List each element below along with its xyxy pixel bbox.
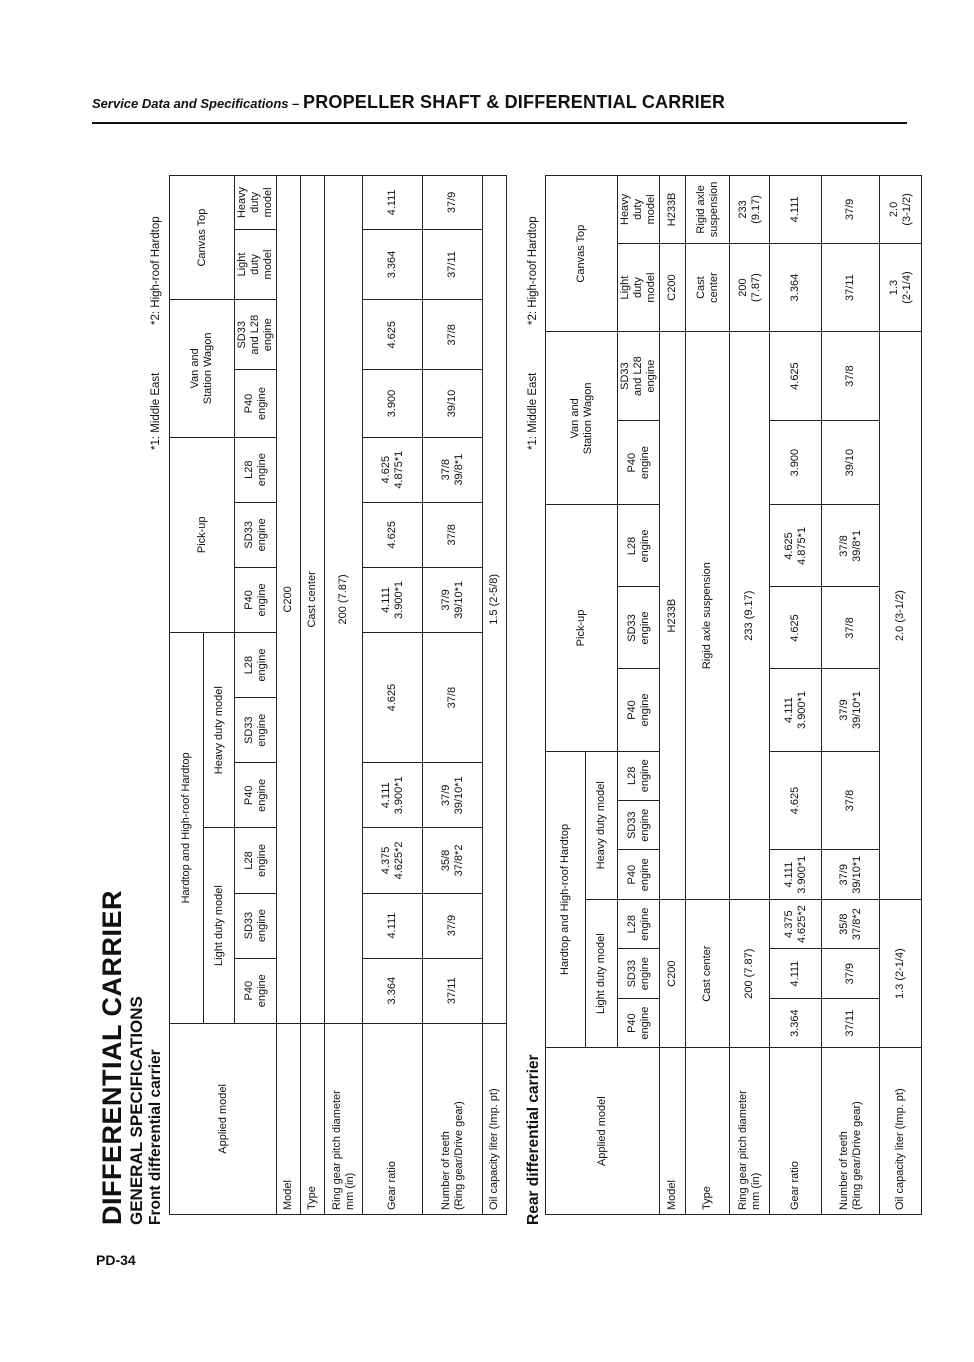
col-header: L28 engine (618, 751, 660, 801)
cell-teeth: 37/9 39/10*1 (822, 669, 880, 751)
col-header: Heavy duty model (235, 176, 277, 230)
cell-type: Rigid axle suspension (686, 176, 730, 244)
cell-teeth: 37/11 (822, 998, 880, 1047)
label-model: Model (277, 1023, 301, 1214)
header-title: PROPELLER SHAFT & DIFFERENTIAL CARRIER (302, 92, 726, 112)
cell-ratio: 4.111 (363, 893, 423, 958)
cell-teeth: 37/8 (423, 300, 483, 370)
rear-spec-table (545, 175, 922, 1215)
col-header: L28 engine (235, 828, 277, 893)
col-header: L28 engine (235, 632, 277, 697)
col-header: P40 engine (235, 567, 277, 632)
cell-teeth: 35/8 37/8*2 (822, 899, 880, 948)
cell-teeth: 37/8 (423, 632, 483, 762)
group-pickup: Pick-up (170, 437, 235, 632)
label-oil: Oil capacity liter (Imp. pt) (880, 1048, 922, 1215)
cell-type: Rigid axle suspension (686, 332, 730, 900)
cell-teeth: 35/8 37/8*2 (423, 828, 483, 893)
group-pickup: Pick-up (546, 505, 618, 751)
group-hardtop: Hardtop and High-roof Hardtop (546, 751, 586, 1048)
cell-teeth: 37/9 39/10*1 (423, 763, 483, 828)
cell-ratio: 4.111 (363, 176, 423, 230)
cell-ratio: 4.625 4.875*1 (363, 437, 423, 502)
col-header: SD33 engine (235, 698, 277, 763)
label-gear-ratio: Gear ratio (770, 1048, 822, 1215)
col-header: P40 engine (618, 850, 660, 899)
col-header: P40 engine (235, 763, 277, 828)
col-header: P40 engine (618, 669, 660, 751)
page-number: PD-34 (96, 1252, 136, 1268)
cell-ratio: 4.625 (770, 587, 822, 669)
label-ring-gear: Ring gear pitch diameter mm (in) (325, 1023, 363, 1214)
cell-oil: 2.0 (3-1/2) (880, 332, 922, 900)
col-header: Light duty model (235, 229, 277, 299)
col-header: Heavy duty model (618, 176, 660, 244)
cell-ratio: 4.625 4.875*1 (770, 505, 822, 587)
group-heavy-duty: Heavy duty model (204, 632, 235, 827)
cell-type: Cast center (686, 243, 730, 332)
label-applied-model: Applied model (170, 1023, 277, 1214)
cell-ring-gear: 233 (9.17) (730, 176, 770, 244)
cell-teeth: 37/9 (822, 176, 880, 244)
label-type: Type (686, 1048, 730, 1215)
rear-section-title: Rear differential carrier (525, 1054, 542, 1225)
group-van: Van and Station Wagon (170, 300, 235, 437)
cell-ratio: 4.625 (363, 632, 423, 762)
cell-teeth: 37/9 39/10*1 (423, 567, 483, 632)
label-oil: Oil capacity liter (Imp. pt) (483, 1023, 507, 1214)
cell-ratio: 4.111 3.900*1 (770, 669, 822, 751)
cell-ratio: 4.111 3.900*1 (363, 763, 423, 828)
cell-type: Cast center (686, 899, 730, 1047)
cell-ratio: 3.900 (770, 420, 822, 505)
rear-note-1: *1: Middle East (527, 372, 539, 450)
col-header: L28 engine (618, 899, 660, 948)
cell-ratio: 3.364 (363, 958, 423, 1023)
group-light-duty: Light duty model (586, 899, 618, 1047)
col-header: SD33 engine (618, 587, 660, 669)
cell-teeth: 37/8 (822, 332, 880, 421)
front-note-1: *1: Middle East (150, 372, 162, 450)
cell-ratio: 4.625 (770, 332, 822, 421)
cell-model: H233B (660, 332, 686, 900)
rotated-content (97, 181, 913, 1225)
header-subtitle: Service Data and Specifications – (92, 96, 303, 111)
cell-model: C200 (660, 899, 686, 1047)
col-header: SD33 and L28 engine (235, 300, 277, 370)
col-header: SD33 and L28 engine (618, 332, 660, 421)
group-heavy-duty: Heavy duty model (586, 751, 618, 899)
doc-title: DIFFERENTIAL CARRIER (97, 889, 127, 1225)
cell-teeth: 37/8 (423, 502, 483, 567)
cell-model: C200 (660, 243, 686, 332)
label-gear-ratio: Gear ratio (363, 1023, 423, 1214)
col-header: SD33 engine (618, 801, 660, 850)
group-light-duty: Light duty model (204, 828, 235, 1023)
cell-ring-gear: 200 (7.87) (325, 176, 363, 1024)
cell-oil: 1.5 (2-5/8) (483, 176, 507, 1024)
cell-oil: 1.3 (2-1/4) (880, 899, 922, 1047)
label-ring-gear: Ring gear pitch diameter mm (in) (730, 1048, 770, 1215)
cell-teeth: 37/8 39/8*1 (423, 437, 483, 502)
col-header: SD33 engine (235, 893, 277, 958)
cell-teeth: 37/9 (423, 176, 483, 230)
cell-ratio: 4.111 3.900*1 (363, 567, 423, 632)
cell-type: Cast center (301, 176, 325, 1024)
cell-teeth: 37/9 (423, 893, 483, 958)
col-header: P40 engine (618, 420, 660, 505)
cell-teeth: 37/9 39/10*1 (822, 850, 880, 899)
col-header: P40 engine (235, 958, 277, 1023)
cell-ratio: 4.625 (770, 751, 822, 850)
page-header (92, 92, 907, 124)
cell-oil: 1.3 (2-1/4) (880, 243, 922, 332)
cell-teeth: 37/11 (423, 229, 483, 299)
cell-ratio: 4.375 4.625*2 (363, 828, 423, 893)
cell-ratio: 3.364 (770, 243, 822, 332)
cell-ratio: 4.625 (363, 300, 423, 370)
cell-model: C200 (277, 176, 301, 1024)
cell-ratio: 3.364 (770, 998, 822, 1047)
label-type: Type (301, 1023, 325, 1214)
cell-teeth: 39/10 (822, 420, 880, 505)
cell-teeth: 37/11 (822, 243, 880, 332)
front-spec-table (169, 175, 507, 1215)
cell-ratio: 4.375 4.625*2 (770, 899, 822, 948)
group-canvas: Canvas Top (546, 176, 618, 332)
col-header: P40 engine (618, 998, 660, 1047)
cell-ratio: 3.364 (363, 229, 423, 299)
col-header: L28 engine (618, 505, 660, 587)
rear-note-2: *2: High-roof Hardtop (527, 216, 539, 325)
cell-ratio: 4.111 (770, 176, 822, 244)
group-canvas: Canvas Top (170, 176, 235, 300)
cell-teeth: 37/11 (423, 958, 483, 1023)
label-applied-model: Applied model (546, 1048, 660, 1215)
group-van: Van and Station Wagon (546, 332, 618, 505)
label-teeth: Number of teeth (Ring gear/Drive gear) (423, 1023, 483, 1214)
label-teeth: Number of teeth (Ring gear/Drive gear) (822, 1048, 880, 1215)
cell-ratio: 4.111 (770, 949, 822, 998)
cell-ratio: 4.625 (363, 502, 423, 567)
cell-teeth: 37/8 (822, 751, 880, 850)
cell-teeth: 37/8 (822, 587, 880, 669)
front-section-title: Front differential carrier (147, 1049, 164, 1225)
cell-teeth: 37/9 (822, 949, 880, 998)
col-header: SD33 engine (618, 949, 660, 998)
cell-ratio: 4.111 3.900*1 (770, 850, 822, 899)
cell-ring-gear: 200 (7.87) (730, 243, 770, 332)
front-note-2: *2: High-roof Hardtop (150, 216, 162, 325)
label-model: Model (660, 1048, 686, 1215)
group-hardtop: Hardtop and High-roof Hardtop (170, 632, 204, 1023)
cell-oil: 2.0 (3-1/2) (880, 176, 922, 244)
cell-ring-gear: 200 (7.87) (730, 899, 770, 1047)
cell-ring-gear: 233 (9.17) (730, 332, 770, 900)
col-header: P40 engine (235, 370, 277, 437)
col-header: Light duty model (618, 243, 660, 332)
doc-subtitle: GENERAL SPECIFICATIONS (127, 996, 146, 1225)
cell-model: H233B (660, 176, 686, 244)
cell-teeth: 37/8 39/8*1 (822, 505, 880, 587)
col-header: SD33 engine (235, 502, 277, 567)
cell-teeth: 39/10 (423, 370, 483, 437)
col-header: L28 engine (235, 437, 277, 502)
cell-ratio: 3.900 (363, 370, 423, 437)
